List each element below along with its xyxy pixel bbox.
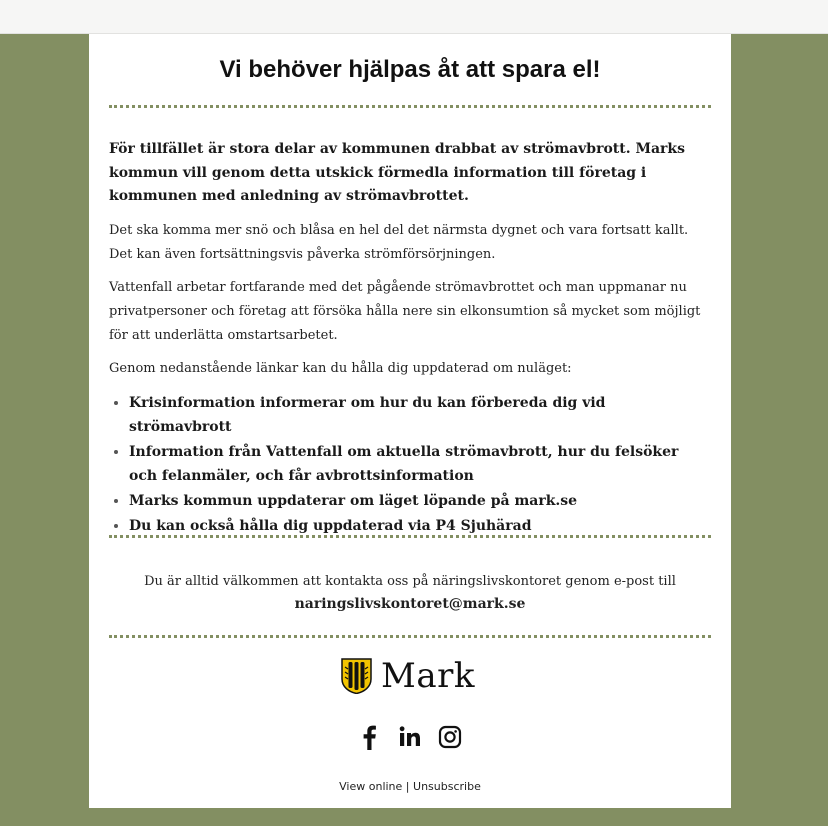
dotted-divider [109,535,711,538]
logo-wordmark: Mark [381,656,475,696]
paragraph: Det ska komma mer snö och blåsa en hel del det närmsta dygnet och vara fortsatt kallt. Det kan även fortsättningsvis påverka strömförsörjningen. [109,223,689,262]
contact-text: Du är alltid välkommen att kontakta oss på näringslivskontoret genom e-post till [144,574,676,589]
link-list [109,391,711,538]
contact-section [109,570,711,616]
mark-logo[interactable] [341,656,475,696]
municipal-crest-icon [341,658,372,694]
newsletter-card [89,34,731,808]
dotted-divider [109,105,711,108]
paragraph: Genom nedanstående länkar kan du hålla dig uppdaterad om nuläget: [109,361,572,376]
body-text [109,219,711,539]
instagram-icon[interactable] [437,724,463,750]
facebook-icon[interactable] [357,724,383,750]
footer-separator: | [405,780,410,793]
link-mark-se[interactable]: • Marks kommun uppdaterar om läget löpande på mark.se [129,489,711,513]
page-title: Vi behöver hjälpas åt att spara el! [219,56,601,83]
footer-links [89,780,731,793]
paragraph: Vattenfall arbetar fortfarande med det pågående strömavbrottet och man uppmanar nu privatpersoner och företag att försöka hålla nere sin elkonsumtion så mycket som möjligt för att underlätta omstartsarbetet. [109,280,701,343]
unsubscribe-link[interactable]: Unsubscribe [413,780,481,793]
top-bar [0,0,828,34]
lead-paragraph: För tillfället är stora delar av kommunen drabbat av strömavbrott. Marks kommun vill genom detta utskick förmedla information till företag i kommunen med anledning av strömavbrottet. [109,141,685,204]
social-links [89,724,731,750]
link-vattenfall[interactable]: • Information från Vattenfall om aktuella strömavbrott, hur du felsöker och felanmäler, och får avbrottsinformation [129,440,711,488]
view-online-link[interactable]: View online [339,780,403,793]
linkedin-icon[interactable] [397,724,423,750]
contact-email-link[interactable]: naringslivskontoret@mark.se [294,596,526,612]
dotted-divider [109,635,711,638]
link-p4-sjuharad[interactable]: • Du kan också hålla dig uppdaterad via P4 Sjuhärad [129,514,711,538]
link-krisinformation[interactable]: • Krisinformation informerar om hur du kan förbereda dig vid strömavbrott [129,391,711,439]
